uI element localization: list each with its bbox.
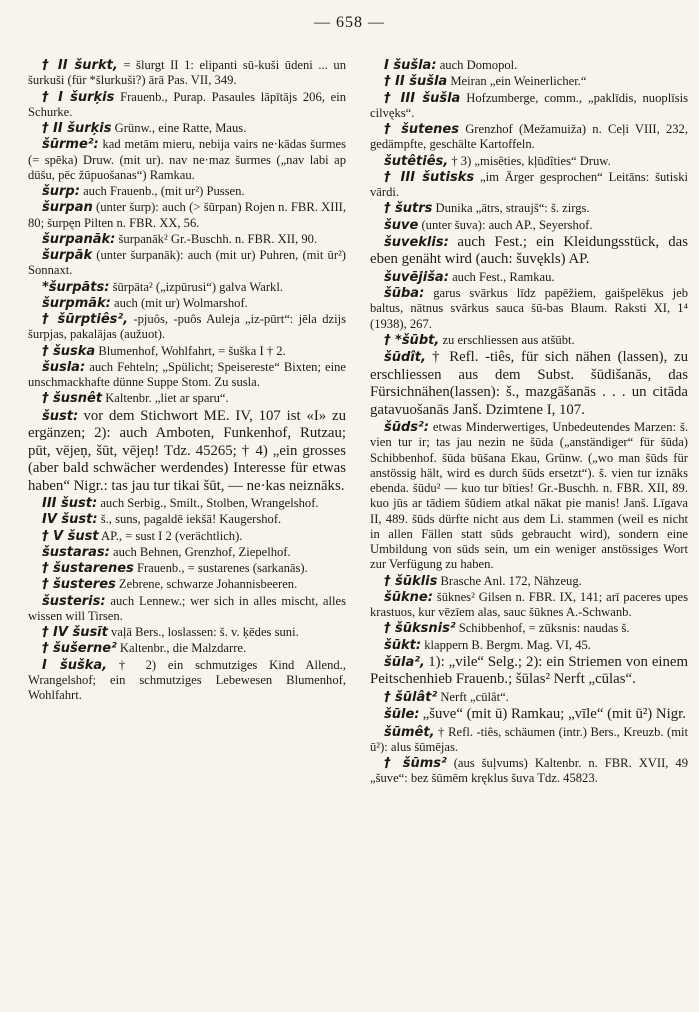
entry-body: auch Fest., Ramkau. xyxy=(452,269,555,284)
dictionary-entry xyxy=(28,312,346,343)
dictionary-entry xyxy=(28,545,346,560)
entry-body: 1): „vile“ Selg.; 2): ein Striemen von einem Peitschenhieb Frauenb.; šūlas² Nerft „cūlas“. xyxy=(370,653,688,688)
entry-headword: šutêtiês, xyxy=(384,153,449,169)
entry-headword: † šutrs xyxy=(384,201,433,217)
entry-body: Kaltenbr., die Malzdarre. xyxy=(119,641,247,656)
entry-headword: † šustarenes xyxy=(42,561,134,576)
entry-headword: šūds²: xyxy=(384,420,429,435)
entry-body: auch Behnen, Grenzhof, Ziepelhof. xyxy=(113,544,291,559)
dictionary-entry xyxy=(370,91,688,122)
page-number: — 658 — xyxy=(314,14,385,31)
entry-body: (unter šurpanāk): auch (mit ur) Puhren, (mit ūr²) Sonnaxt. xyxy=(28,248,347,278)
entry-headword: † I šurķis xyxy=(42,89,115,105)
entry-body: „šuve“ (mit ū) Ramkau; „vīle“ (mit ū²) Nigr. xyxy=(422,706,686,722)
dictionary-entry xyxy=(28,512,346,527)
entry-body: (unter šurp): auch (> šūrpan) Rojen n. FBR. XIII, 80; šurpęn Pilten n. FBR. XX, 56. xyxy=(28,200,346,230)
entry-body: Brasche Anl. 172, Nähzeug. xyxy=(440,573,582,588)
entry-body: Kaltenbr. „liet ar sparu“. xyxy=(105,391,229,406)
entry-body: Grenzhof (Mežamuiža) n. Ceļi VIII, 232, gedämpfte, geschälte Kartoffeln. xyxy=(370,122,688,152)
entry-body: Dunika „ātrs, straujš“: š. zirgs. xyxy=(435,201,590,216)
entry-body: klappern B. Bergm. Mag. VI, 45. xyxy=(424,637,591,652)
entry-body: etwas Minderwertiges, Unbedeutendes Marzen: š. vien tur ir; tas jau nezin ne šūda („anständiger“ für šūda) Schibbenhof. šūda būšana Ekau, Grünw. („wo man šūds für anstössig hält, wird es durch šūds ersetzt“). š. vien tur iznāks ebenda. šūdu² — kuo tur bīties! Gr.-Buschh. n. FBR. XII, 89. kuo jūs ar tādiem šūdiem atkal nākat pie manis! Janš. Līgava II, 489. šūds dürfte nicht aus dem Li. stammen (weil es nicht in allen Fällen statt sūds gebraucht wird), sondern eine Umbildung von sūds sein, um ein weniger anstössiges Wort zur Verfügung zu haben. xyxy=(370,420,689,572)
entry-body: kad metām mieru, nebija vairs ne·kādas šurmes (= spēka) Druw. (mit ur). nav ne·maz šurmes („nav labi ap dūšu, pēc žūpuošanas“) Ramkau. xyxy=(28,137,346,182)
dictionary-entry xyxy=(370,621,688,636)
entry-headword: šūrme²: xyxy=(42,137,99,153)
entry-headword: † šūlât² xyxy=(384,689,438,705)
entry-body: auch Domopol. xyxy=(439,58,518,72)
entry-body: garus svārkus līdz papēžiem, gaišpelēkus jeb baltus, nātnus svārkus sauca šū-bas Blaum. Raksti XI, 1⁴ (1938), 267. xyxy=(370,286,688,331)
entry-headword: † šusnêt xyxy=(42,391,103,407)
dictionary-entry xyxy=(28,496,346,511)
entry-headword: šurpan xyxy=(42,200,93,216)
entry-headword: šurp: xyxy=(42,184,80,199)
entry-body: Frauenb., Purap. Pasaules lāpītājs 206, ein Schurke. xyxy=(28,89,346,119)
entry-body: š., suns, pagaldē iekšā! Kaugershof. xyxy=(100,512,282,527)
entry-headword: † II šurķis xyxy=(42,121,112,136)
entry-headword: šust: xyxy=(42,408,79,424)
dictionary-entry xyxy=(28,280,346,295)
entry-headword: † II šušla xyxy=(384,74,448,90)
entry-headword: šusteris: xyxy=(42,593,106,609)
dictionary-entry xyxy=(370,574,688,589)
dictionary-entry xyxy=(370,725,688,756)
dictionary-entry xyxy=(28,641,346,656)
entry-headword: † šuska xyxy=(42,343,96,359)
entry-body: Zebrene, schwarze Johannisbeeren. xyxy=(118,577,298,592)
left-column xyxy=(28,58,346,704)
dictionary-entry xyxy=(370,654,688,689)
dictionary-entry xyxy=(28,577,346,592)
entry-body: auch Lennew.; wer sich in alles mischt, alles wissen will Tirsen. xyxy=(28,593,346,623)
dictionary-entry xyxy=(28,594,346,625)
dictionary-entry xyxy=(370,234,688,269)
dictionary-entry xyxy=(28,200,346,231)
entry-headword: šūdît, xyxy=(384,350,426,365)
entry-headword: † V šust xyxy=(42,528,99,544)
dictionary-entry xyxy=(370,122,688,153)
dictionary-entry xyxy=(370,74,688,89)
dictionary-entry xyxy=(28,625,346,640)
entry-body: šūrpāta² („izpūrusi“) galva Warkl. xyxy=(112,279,283,294)
entry-body: † Refl. -tiês, für sich nähen (lassen), zu erschliessen aus dem Subst. šūdišanās, das Fürsichnähen(lassen): š., mazgāšanās . . . un citāda gatavuošanās Janš. Dzimtene I, 107. xyxy=(370,349,688,418)
entry-headword: † šūksnis² xyxy=(384,621,456,637)
dictionary-entry xyxy=(28,296,346,311)
entry-body: Meiran „ein Weinerlicher.“ xyxy=(450,74,587,89)
entry-headword: † III šušla xyxy=(384,90,461,106)
entry-body: AP., = sust I 2 (verächtlich). xyxy=(101,528,243,543)
dictionary-entry xyxy=(370,590,688,621)
entry-headword: † III šutisks xyxy=(384,169,475,185)
entry-body: šūknes² Gilsen n. FBR. IX, 141; arī paceres upes krastuos, kur vēzīem alas, sauc šūknes A.-Schwanb. xyxy=(370,589,689,619)
entry-headword: † šušerne² xyxy=(42,641,117,657)
entry-headword: šūba: xyxy=(384,286,425,301)
entry-headword: šuve xyxy=(384,217,419,233)
entry-headword: III šust: xyxy=(42,496,98,511)
entry-body: (aus šuļvums) Kaltenbr. n. FBR. XVII, 49 „šuve“: bez šūmēm kręklus šuva Tdz. 45823. xyxy=(370,756,689,786)
entry-body: (unter šuva): auch AP., Seyershof. xyxy=(421,217,593,232)
dictionary-entry xyxy=(28,658,346,704)
dictionary-entry xyxy=(28,137,346,183)
entry-headword: IV šust: xyxy=(42,512,98,528)
dictionary-entry xyxy=(370,201,688,216)
entry-body: Nerft „cūlât“. xyxy=(440,689,509,704)
dictionary-entry xyxy=(370,154,688,169)
entry-body: Schibbenhof, = zūksnis: naudas š. xyxy=(458,621,630,636)
dictionary-entry xyxy=(28,232,346,247)
entry-headword: šusla: xyxy=(42,359,86,375)
entry-headword: šuvējiša: xyxy=(384,269,449,285)
entry-body: -pjuôs, -puôs Auleja „iz-pūrt“: jēla dzijs šurpjas, pakalājas (aužuot). xyxy=(28,312,346,342)
dictionary-entry xyxy=(28,561,346,576)
dictionary-entry xyxy=(370,270,688,285)
dictionary-entry xyxy=(370,690,688,705)
dictionary-entry xyxy=(370,420,688,573)
entry-headword: šuveklis: xyxy=(384,234,449,250)
entry-headword: † IV šusīt xyxy=(42,625,108,640)
entry-body: „im Ärger gesprochen“ Leitāns: šutiski vārdi. xyxy=(370,169,688,199)
entry-headword: † šūklis xyxy=(384,573,438,589)
right-column xyxy=(370,58,688,788)
entry-body: † 3) „misêties, kļūdîties“ Druw. xyxy=(451,153,611,168)
dictionary-entry xyxy=(370,170,688,201)
entry-headword: šustaras: xyxy=(42,544,110,560)
entry-headword: † II šurkt, xyxy=(42,58,118,73)
dictionary-entry xyxy=(370,349,688,419)
entry-body: Hofzumberge, comm., „paklīdis, nuoplīsis cilvęks“. xyxy=(370,90,688,120)
dictionary-entry xyxy=(370,58,688,73)
entry-headword: † šutenes xyxy=(384,122,459,137)
dictionary-entry xyxy=(28,408,346,496)
entry-body: Frauenb., = sustarenes (sarkanās). xyxy=(136,561,308,575)
entry-headword: † šūms² xyxy=(384,756,447,771)
entry-headword: † šūrptiês², xyxy=(42,312,129,327)
entry-body: vaļā Bers., loslassen: š. v. ķēdes suni. xyxy=(111,625,299,639)
dictionary-entry xyxy=(28,58,346,89)
dictionary-entry xyxy=(28,344,346,359)
dictionary-entry xyxy=(370,756,688,787)
entry-headword: šūmêt, xyxy=(384,724,435,740)
entry-body: auch Frauenb., (mit ur²) Pussen. xyxy=(83,184,245,198)
dictionary-entry xyxy=(370,218,688,233)
entry-headword: šurpāk xyxy=(42,248,93,263)
entry-body: Grünw., eine Ratte, Maus. xyxy=(114,121,247,135)
entry-headword: šūkt: xyxy=(384,637,422,653)
dictionary-entry xyxy=(28,529,346,544)
dictionary-entry xyxy=(28,90,346,121)
dictionary-entry xyxy=(370,286,688,332)
dictionary-entry xyxy=(28,121,346,136)
entry-body: auch Fest.; ein Kleidungsstück, das eben genäht wird (auch: šuvękls) AP. xyxy=(370,233,688,268)
entry-body: vor dem Stichwort ME. IV, 107 ist «I» zu ergänzen; 2): auch Amboten, Funkenhof, Rutzau; pūt, vējeņ, šūt, vējeņ! Tdz. 45265; † 4) „ein grosses (aber bald schwächer werdendes) Interesse für etwas haben“ Nigr.: tas jau tur tikai šūt, — ne·kas neiznāks. xyxy=(28,407,346,494)
entry-body: auch (mit ur) Wolmarshof. xyxy=(114,295,248,310)
entry-headword: šurpmāk: xyxy=(42,295,111,311)
entry-body: auch Fehteln; „Spülicht; Speisereste“ Bixten; eine unschmackhafte dünne Suppe Stom. Zu susla. xyxy=(28,359,346,389)
dictionary-entry xyxy=(28,248,346,279)
dictionary-entry xyxy=(370,706,688,724)
entry-body: Blumenhof, Wohlfahrt, = šuška I † 2. xyxy=(98,343,286,358)
entry-body: zu erschliessen aus atšūbt. xyxy=(442,332,575,347)
entry-headword: šūkne: xyxy=(384,589,433,605)
entry-body: † Refl. -tiês, schäumen (intr.) Bers., Kreuzb. (mit ū²): alus šūmējas. xyxy=(370,724,689,754)
entry-headword: † šusteres xyxy=(42,577,116,593)
dictionary-entry xyxy=(28,360,346,391)
dictionary-entry xyxy=(28,391,346,406)
entry-headword: † *šūbt, xyxy=(384,332,440,348)
entry-headword: I šušla: xyxy=(384,58,437,73)
entry-body: = šlurgt II 1: elipanti sū-kuši ūdeni ... un šurkuši (für *šlurkuši?) ārā Pas. VII, 349. xyxy=(28,58,346,88)
dictionary-entry xyxy=(28,184,346,199)
entry-headword: šūla², xyxy=(384,654,425,670)
entry-headword: I šuška, xyxy=(42,657,108,673)
entry-body: † 2) ein schmutziges Kind Allend., Wrangelshof; ein schmutziges Lebewesen Blumenhof, Wohlfahrt. xyxy=(28,657,346,702)
entry-headword: šūle: xyxy=(384,707,420,722)
entry-body: auch Serbig., Smilt., Stolben, Wrangelshof. xyxy=(100,496,319,510)
entry-headword: šurpanāk: xyxy=(42,231,116,247)
dictionary-entry xyxy=(370,333,688,348)
entry-body: šurpanāk² Gr.-Buschh. n. FBR. XII, 90. xyxy=(118,231,318,246)
entry-headword: *šurpāts: xyxy=(42,279,110,295)
dictionary-entry xyxy=(370,638,688,653)
